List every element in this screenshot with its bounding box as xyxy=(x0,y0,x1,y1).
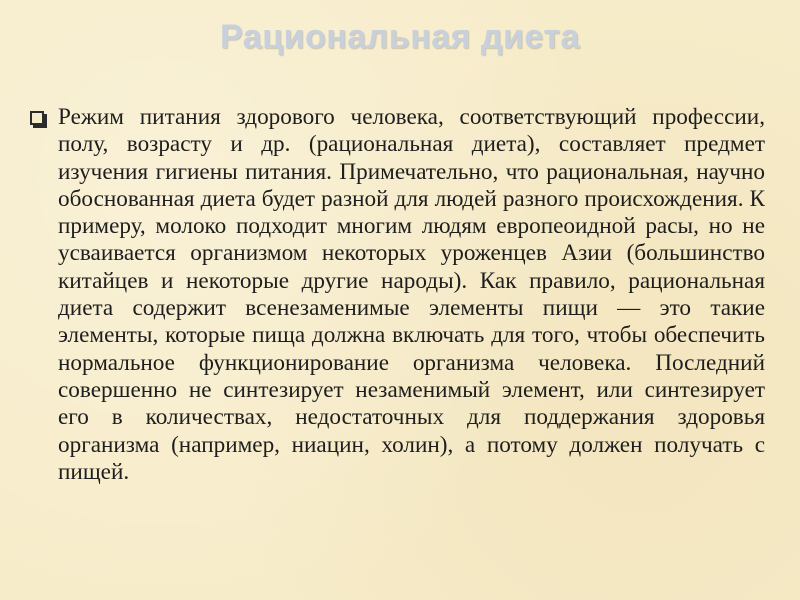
bullet-text: Режим питания здорового человека, соответствующий профессии, полу, возрасту и др. (рациональная диета), составляет предмет изучения гигиены питания. Примечательно, что рациональная, научно обоснованная диета будет разной для людей разного происхождения. К примеру, молоко подходит многим людям европеоидной расы, но не усваивается организмом некоторых уроженцев Азии (большинство китайцев и некоторые другие народы). Как правило, рациональная диета содержит всенезаменимые элементы пищи — это такие элементы, которые пища должна включать для того, чтобы обеспечить нормальное функционирование организма человека. Последний совершенно не синтезирует незаменимый элемент, или синтезирует его в количествах, недостаточных для поддержания здоровья организма (например, ниацин, холин), а потому должен получать с пищей. xyxy=(58,104,765,485)
bullet-item xyxy=(30,104,765,486)
square-bullet-icon xyxy=(30,111,44,125)
slide-title: Рациональная диета xyxy=(220,18,580,56)
